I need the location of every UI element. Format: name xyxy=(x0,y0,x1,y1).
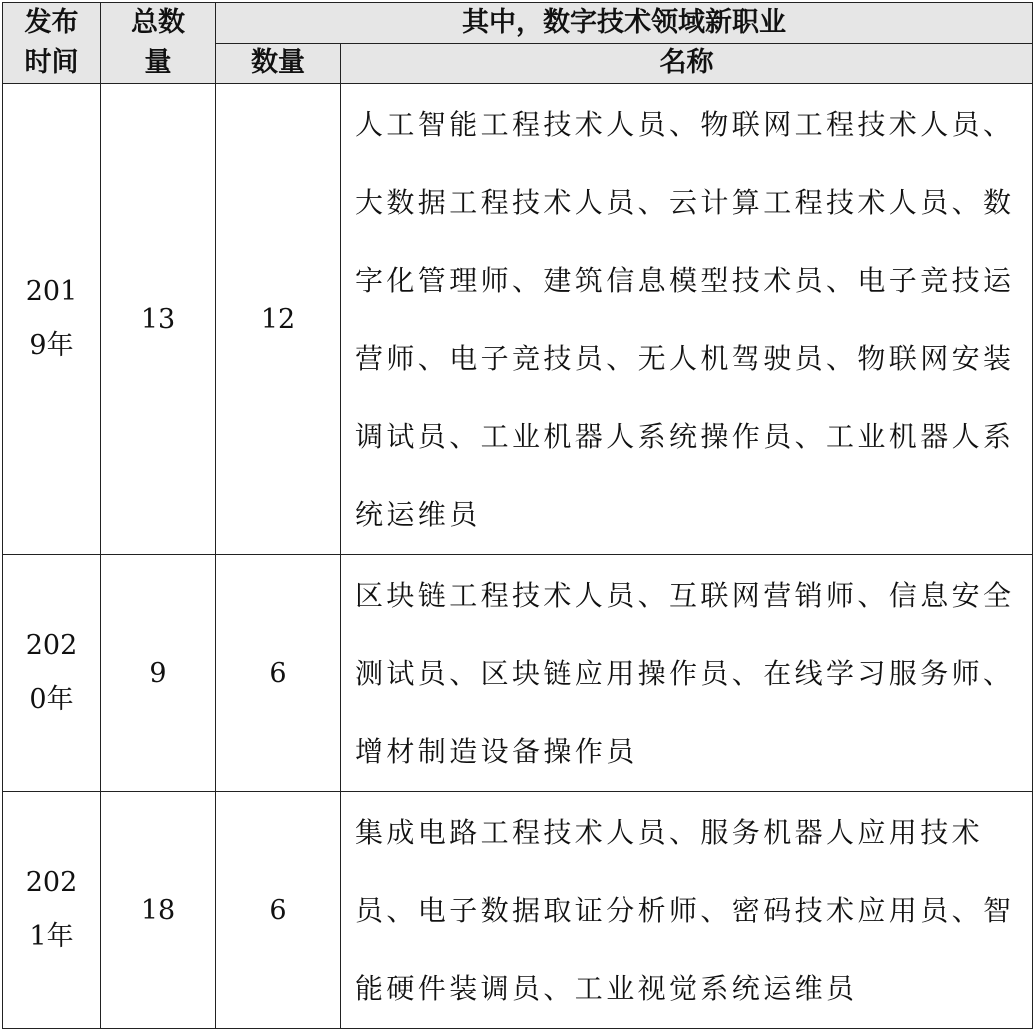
digital-count-cell: 12 xyxy=(216,84,341,555)
digital-count-cell: 6 xyxy=(216,555,341,792)
release-year-cell xyxy=(3,84,101,555)
occupation-names: 区块链工程技术人员、互联网营销师、信息安全测试员、区块链应用操作员、在线学习服务师、增材制造设备操作员 xyxy=(355,579,1015,768)
table-row xyxy=(3,84,1033,555)
header-total-count-label: 总数量 xyxy=(131,7,185,78)
occupation-names-cell xyxy=(341,84,1033,555)
occupation-names: 人工智能工程技术人员、物联网工程技术人员、大数据工程技术人员、云计算工程技术人员、数字化管理师、建筑信息模型技术员、电子竞技运营师、电子竞技员、无人机驾驶员、物联网安装调试员、工业机器人系统操作员、工业机器人系统运维员 xyxy=(355,108,1015,531)
release-year: 2019年 xyxy=(25,276,78,361)
header-count: 数量 xyxy=(216,43,341,84)
digital-count-cell: 6 xyxy=(216,792,341,1029)
header-row-top xyxy=(3,3,1033,44)
occupation-names-cell xyxy=(341,792,1033,1029)
occupation-names: 集成电路工程技术人员、服务机器人应用技术员、电子数据取证分析师、密码技术应用员、智能硬件装调员、工业视觉系统运维员 xyxy=(355,816,1015,1005)
header-name: 名称 xyxy=(341,43,1033,84)
header-release-time-label: 发布时间 xyxy=(24,7,79,78)
occupation-table-container xyxy=(2,2,1034,1029)
total-count-cell: 9 xyxy=(101,555,216,792)
header-total-count xyxy=(101,3,216,84)
total-count-cell: 18 xyxy=(101,792,216,1029)
release-year-cell xyxy=(3,555,101,792)
table-row xyxy=(3,555,1033,792)
table-row xyxy=(3,792,1033,1029)
release-year-cell xyxy=(3,792,101,1029)
occupation-names-cell xyxy=(341,555,1033,792)
header-release-time xyxy=(3,3,101,84)
total-count-cell: 13 xyxy=(101,84,216,555)
new-occupations-table xyxy=(2,2,1033,1029)
release-year: 2020年 xyxy=(25,630,78,715)
release-year: 2021年 xyxy=(25,867,78,952)
header-group-title: 其中，数字技术领域新职业 xyxy=(216,3,1033,44)
